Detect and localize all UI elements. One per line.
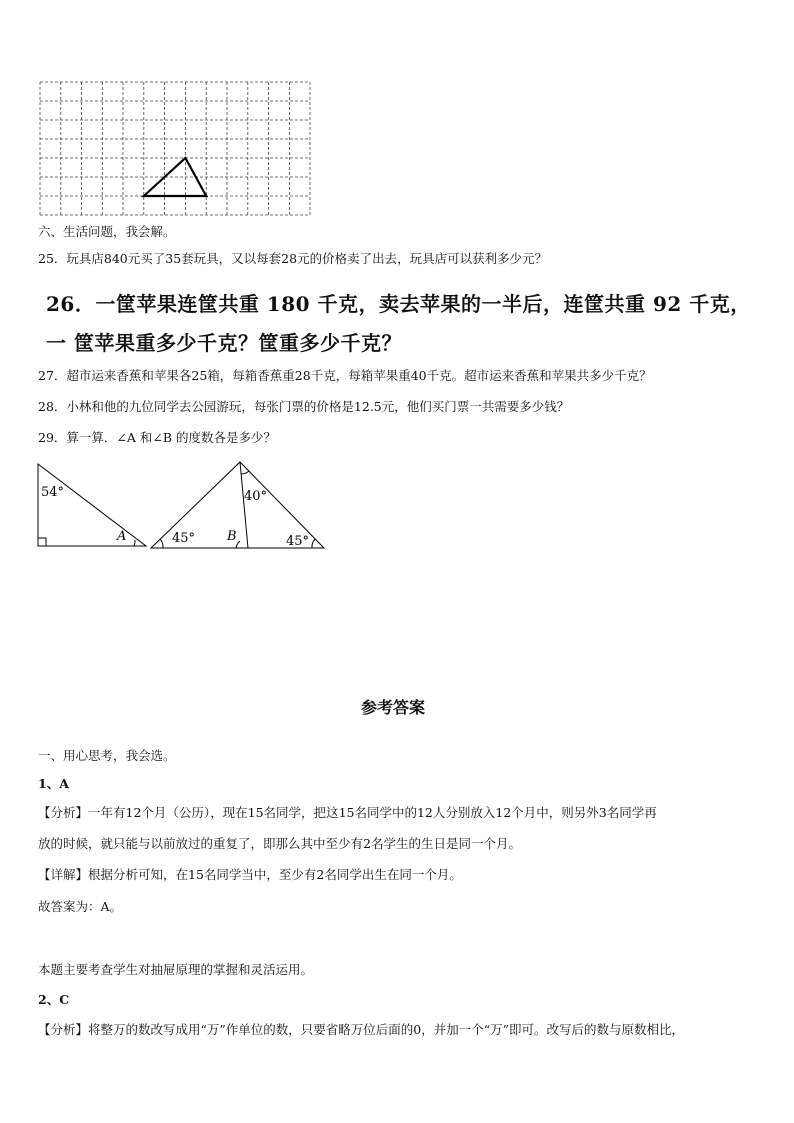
- answer-1-conclusion: 故答案为：A。: [38, 899, 123, 914]
- triangle-cevian: [240, 462, 248, 548]
- fig2-left-angle: 45°: [172, 531, 196, 546]
- angle-triangles-figure: [30, 458, 330, 554]
- answers-title: 参考答案: [361, 698, 426, 717]
- right-triangle: [38, 464, 146, 546]
- answer-1-note: 本题主要考查学生对抽屉原理的掌握和灵活运用。: [38, 962, 314, 977]
- arc-top-40: [241, 471, 249, 474]
- fig2-top-angle: 40°: [244, 489, 268, 504]
- arc-angle-a: [134, 540, 135, 546]
- fig2-right-angle: 45°: [286, 534, 310, 549]
- answer-1-analysis-line1: 【分析】一年有12个月（公历），现在15名同学，把这15名同学中的12人分别放入12个月中，则另外3名同学再: [38, 805, 657, 820]
- right-angle-marker: [38, 538, 46, 546]
- answer-1-label: 1、A: [38, 776, 69, 791]
- question-27: 27．超市运来香蕉和苹果各25箱，每箱香蕉重28千克，每箱苹果重40千克。超市运来香蕉和苹果共多少千克？: [38, 368, 652, 383]
- grid-triangle-figure: [36, 78, 314, 218]
- arc-left-45: [160, 539, 163, 548]
- answer-1-analysis-line2: 放的时候，就只能与以前放过的重复了，即那么其中至少有2名学生的生日是同一个月。: [38, 836, 521, 851]
- answer-2-analysis-line1: 【分析】将整万的数改写成用“万”作单位的数，只要省略万位后面的0，并加一个“万”即可。改写后的数与原数相比，: [38, 1022, 685, 1037]
- question-28: 28．小林和他的九位同学去公园游玩，每张门票的价格是12.5元，他们买门票一共需要多少钱？: [38, 399, 570, 414]
- section-six-heading: 六、生活问题，我会解。: [38, 224, 176, 239]
- question-25: 25．玩具店840元买了35套玩具，又以每套28元的价格卖了出去，玩具店可以获利多少元？: [38, 251, 548, 266]
- arc-right-45: [312, 539, 315, 548]
- question-26-line2: 一 筐苹果重多少千克？筐重多少千克？: [46, 331, 402, 355]
- fig2-label-b: B: [227, 529, 237, 544]
- question-29: 29．算一算．∠A 和∠B 的度数各是多少？: [38, 430, 277, 445]
- fig1-top-angle: 54°: [41, 485, 65, 500]
- answer-2-label: 2、C: [38, 992, 70, 1007]
- question-26-line1: 26．一筐苹果连筐共重 180 千克，卖去苹果的一半后，连筐共重 92 千克，: [46, 292, 751, 316]
- answer-1-detail: 【详解】根据分析可知，在15名同学当中，至少有2名同学出生在同一个月。: [38, 867, 462, 882]
- answers-section-one: 一、用心思考，我会选。: [38, 748, 176, 763]
- arc-angle-b: [236, 541, 240, 548]
- fig1-label-a: A: [117, 529, 127, 544]
